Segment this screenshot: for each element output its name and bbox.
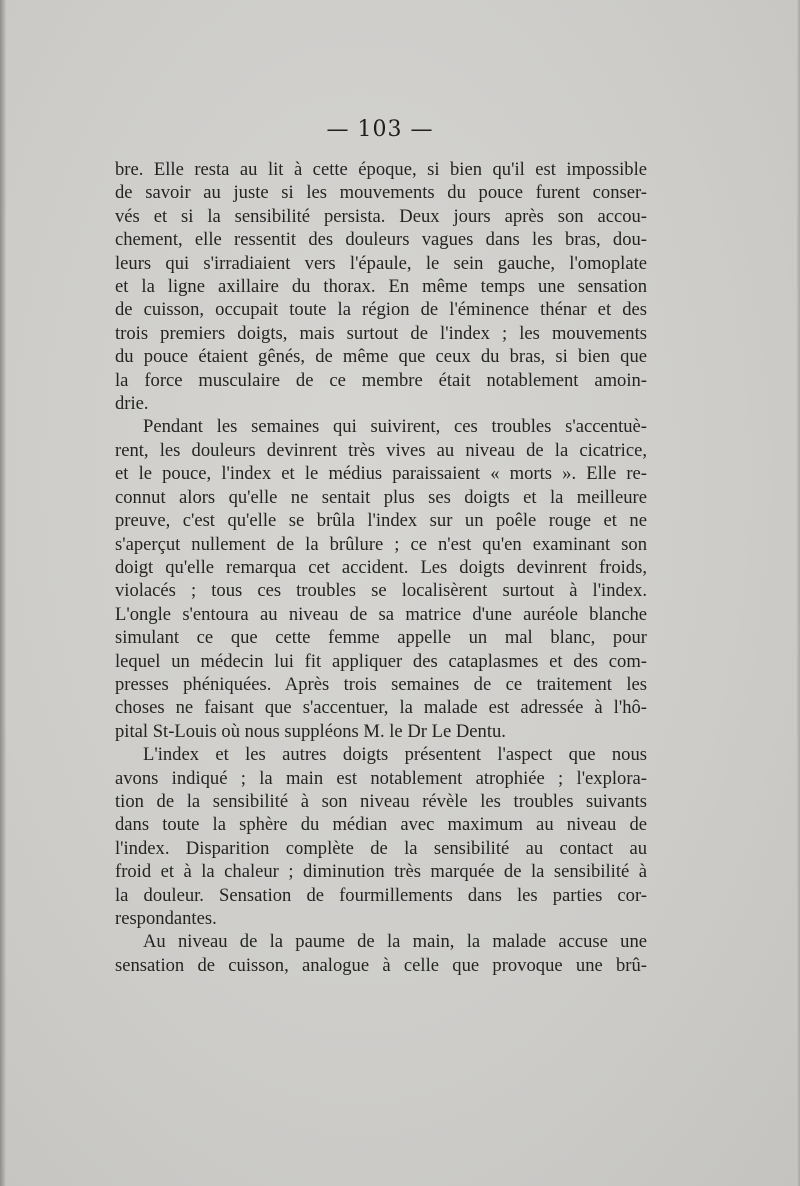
text-line: drie. xyxy=(115,393,149,415)
text-line: trois premiers doigts, mais surtout de l'index ; les mouvements xyxy=(115,322,647,344)
text-line: presses phéniquées. Après trois semaines de ce traitement les xyxy=(115,673,647,695)
text-line: respondantes. xyxy=(115,908,217,929)
text-line: simulant ce que cette femme appelle un mal blanc, pour xyxy=(115,627,647,649)
text-line: du pouce étaient gênés, de même que ceux du bras, si bien que xyxy=(115,346,647,368)
text-line: pital St-Louis où nous suppléons M. le Dr Le Dentu. xyxy=(115,720,506,742)
text-line: et le pouce, l'index et le médius paraissaient « morts ». Elle re- xyxy=(115,463,647,485)
text-line: froid et à la chaleur ; diminution très marquée de la sensibilité à xyxy=(115,861,647,883)
text-line: tion de la sensibilité à son niveau révèle les troubles suivants xyxy=(115,790,647,812)
page-number: — 103 — xyxy=(326,117,434,142)
text-line: et la ligne axillaire du thorax. En même temps une sensation xyxy=(115,276,647,298)
text-line: la douleur. Sensation de fourmillements dans les parties cor- xyxy=(115,884,647,906)
text-line: l'index. Disparition complète de la sensibilité au contact au xyxy=(115,837,647,859)
text-line: chement, elle ressentit des douleurs vagues dans les bras, dou- xyxy=(115,229,647,251)
text-line: s'aperçut nullement de la brûlure ; ce n'est qu'en examinant son xyxy=(115,533,647,555)
text-line: avons indiqué ; la main est notablement atrophiée ; l'explora- xyxy=(115,767,647,789)
text-line: dans toute la sphère du médian avec maximum au niveau de xyxy=(115,814,647,836)
page-edge-left xyxy=(0,0,6,1186)
paragraph-start-line: Au niveau de la paume de la main, la malade accuse une xyxy=(143,931,647,953)
text-line: violacés ; tous ces troubles se localisèrent surtout à l'index. xyxy=(115,580,647,602)
text-line: bre. Elle resta au lit à cette époque, si bien qu'il est impossible xyxy=(115,159,647,180)
text-line: leurs qui s'irradiaient vers l'épaule, le sein gauche, l'omoplate xyxy=(115,252,647,274)
text-line: preuve, c'est qu'elle se brûla l'index sur un poêle rouge et ne xyxy=(115,510,647,532)
text-line: la force musculaire de ce membre était notablement amoin- xyxy=(115,369,647,391)
paragraph-start-line: Pendant les semaines qui suivirent, ces troubles s'accentuè- xyxy=(143,416,647,438)
text-line: de savoir au juste si les mouvements du pouce furent conser- xyxy=(115,182,647,204)
text-line: vés et si la sensibilité persista. Deux jours après son accou- xyxy=(115,205,647,227)
text-line: rent, les douleurs devinrent très vives au niveau de la cicatrice, xyxy=(115,439,647,461)
text-line: sensation de cuisson, analogue à celle que provoque une brû- xyxy=(115,954,647,976)
text-line: L'ongle s'entoura au niveau de sa matrice d'une auréole blanche xyxy=(115,603,647,625)
text-line: choses ne faisant que s'accentuer, la malade est adressée à l'hô- xyxy=(115,697,647,719)
page-edge-right xyxy=(796,0,800,1186)
body-text xyxy=(115,158,647,977)
text-line: lequel un médecin lui fit appliquer des cataplasmes et des com- xyxy=(115,650,647,672)
text-line: doigt qu'elle remarqua cet accident. Les doigts devinrent froids, xyxy=(115,556,647,578)
text-line: connut alors qu'elle ne sentait plus ses doigts et la meilleure xyxy=(115,486,647,508)
text-line: de cuisson, occupait toute la région de l'éminence thénar et des xyxy=(115,299,647,321)
paragraph-start-line: L'index et les autres doigts présentent l'aspect que nous xyxy=(143,744,647,766)
